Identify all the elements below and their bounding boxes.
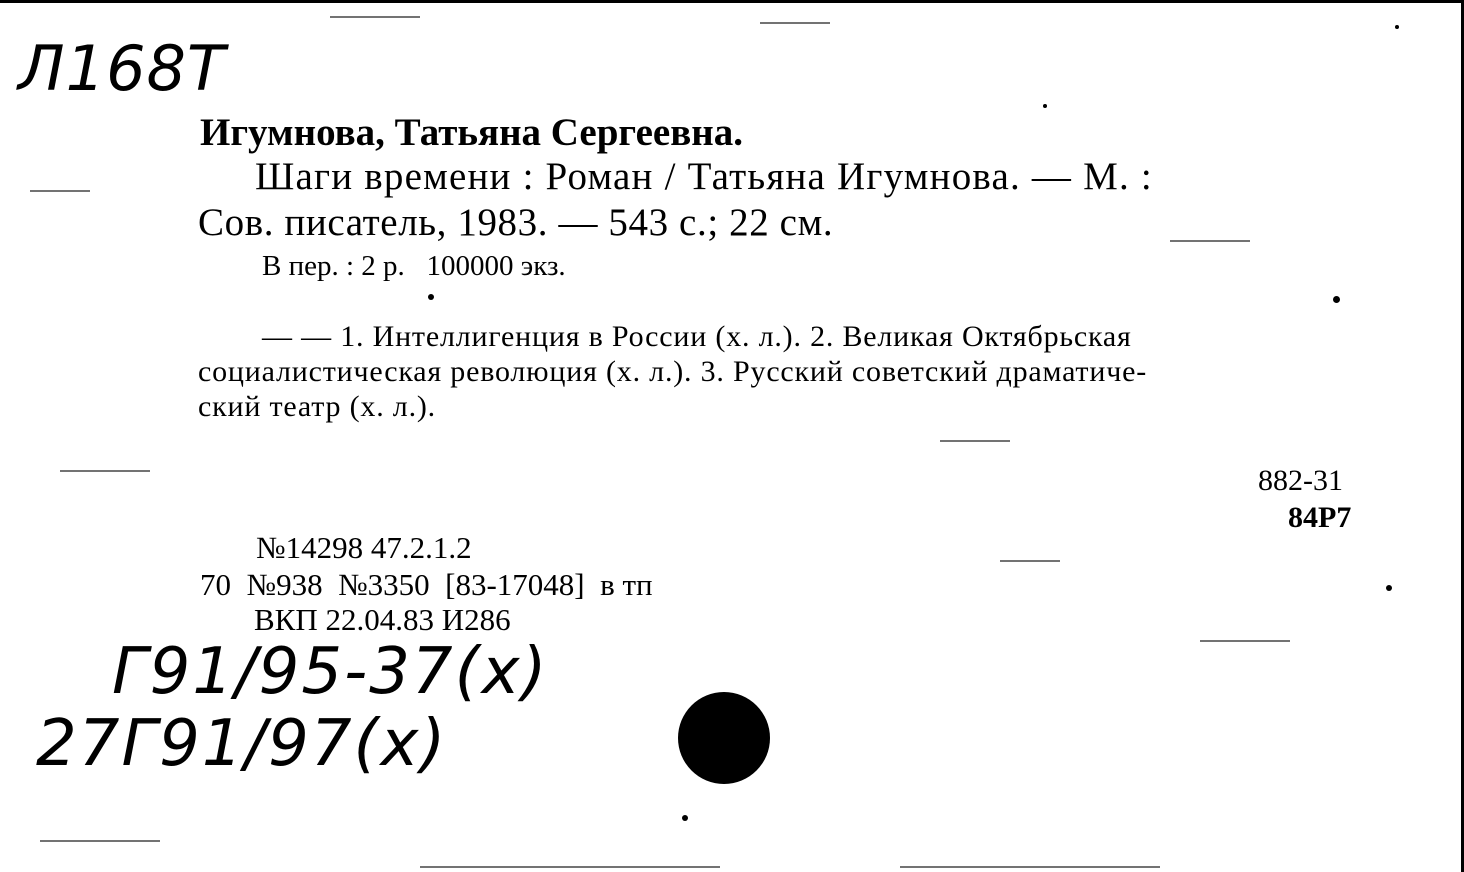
handwritten-note-2: 27Г91/97(х) bbox=[36, 707, 448, 781]
subject-line-3: ский театр (х. л.). bbox=[198, 390, 436, 423]
tech-line-3: ВКП 22.04.83 И286 bbox=[254, 602, 511, 637]
tech-line-2: 70 №938 №3350 [83-17048] в тп bbox=[200, 567, 653, 602]
scan-noise bbox=[60, 470, 150, 472]
title-statement: Шаги времени : Роман / Татьяна Игумнова. — М. : bbox=[255, 155, 1153, 198]
subject-line-1: — — 1. Интеллигенция в России (х. л.). 2. Великая Октябрьская bbox=[262, 320, 1132, 353]
scan-noise bbox=[1170, 240, 1250, 242]
tech-line-1: №14298 47.2.1.2 bbox=[256, 530, 472, 565]
scan-noise bbox=[420, 866, 720, 868]
card-top-edge bbox=[0, 0, 1464, 3]
speck bbox=[682, 815, 688, 821]
speck bbox=[428, 294, 434, 300]
speck bbox=[1395, 25, 1399, 29]
bbk-index: 84Р7 bbox=[1288, 501, 1352, 534]
udc-index: 882-31 bbox=[1258, 464, 1343, 497]
punch-hole bbox=[678, 692, 770, 784]
price-and-run: В пер. : 2 р. 100000 экз. bbox=[262, 250, 566, 282]
scan-noise bbox=[1000, 560, 1060, 562]
scan-noise bbox=[30, 190, 90, 192]
speck bbox=[1043, 104, 1047, 108]
scan-noise bbox=[940, 440, 1010, 442]
subject-line-2: социалистическая революция (х. л.). 3. Русский советский драматиче- bbox=[198, 355, 1147, 388]
scan-noise bbox=[40, 840, 160, 842]
imprint-statement: Сов. писатель, 1983. — 543 с.; 22 см. bbox=[198, 201, 834, 244]
scan-noise bbox=[1200, 640, 1290, 642]
scan-noise bbox=[900, 866, 1160, 868]
author-heading: Игумнова, Татьяна Сергеевна. bbox=[200, 111, 744, 154]
handwritten-call-number: Л168Т bbox=[18, 32, 226, 105]
speck bbox=[1333, 296, 1340, 303]
speck bbox=[1386, 585, 1392, 591]
handwritten-note-1: Г91/95-37(х) bbox=[112, 635, 549, 709]
scan-noise bbox=[330, 16, 420, 18]
scan-noise bbox=[760, 22, 830, 24]
